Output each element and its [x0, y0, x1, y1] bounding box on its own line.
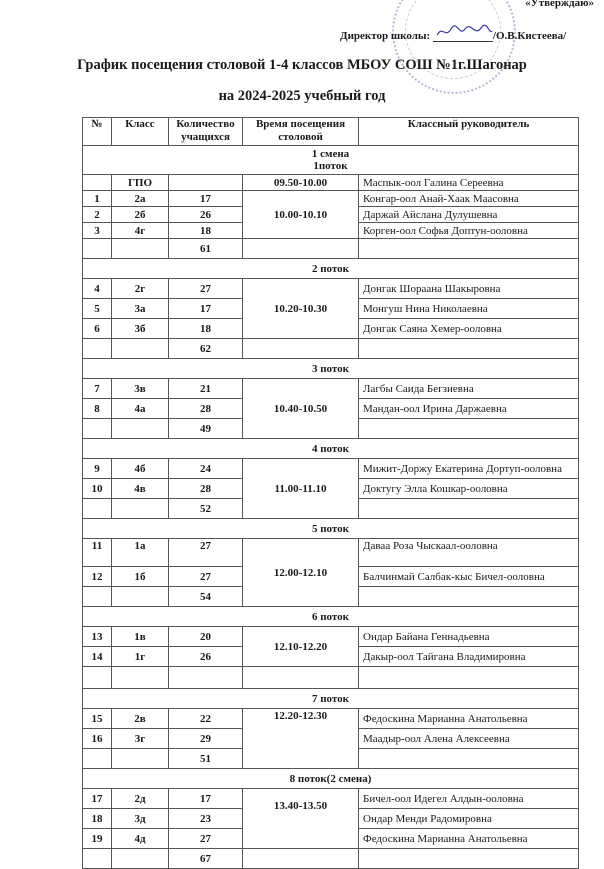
empty-cell	[359, 587, 579, 607]
empty-cell	[112, 419, 169, 439]
group-total: 62	[169, 339, 243, 359]
empty-cell	[112, 499, 169, 519]
row-time: 12.20-12.30	[243, 709, 359, 769]
section-row	[83, 769, 579, 789]
group-total: 49	[169, 419, 243, 439]
row-class: 3в	[112, 379, 169, 399]
row-number: 3	[83, 223, 112, 239]
row-class: 2г	[112, 279, 169, 299]
row-number: 15	[83, 709, 112, 729]
row-time: 12.00-12.10	[243, 539, 359, 607]
header-number: №	[83, 118, 112, 146]
row-count: 17	[169, 789, 243, 809]
row-number: 11	[83, 539, 112, 567]
approval-label: «Утверждаю»	[525, 0, 594, 9]
row-class: 1в	[112, 627, 169, 647]
group-total: 54	[169, 587, 243, 607]
section-title: 7 поток	[83, 689, 579, 709]
section-title	[83, 146, 579, 175]
section-row	[83, 359, 579, 379]
row-count: 29	[169, 729, 243, 749]
header-count: Количество учащихся	[169, 118, 243, 146]
section-row	[83, 607, 579, 627]
shift-label: 1 смена	[311, 148, 350, 160]
row-teacher: Ондар Менди Радомировна	[359, 809, 579, 829]
row-count: 22	[169, 709, 243, 729]
group-total: 61	[169, 239, 243, 259]
row-count: 18	[169, 319, 243, 339]
signature-icon	[435, 23, 493, 41]
row-count: 28	[169, 479, 243, 499]
table-row	[83, 789, 579, 809]
row-class: 3а	[112, 299, 169, 319]
row-teacher: Донгак Саяна Хемер-ооловна	[359, 319, 579, 339]
row-time: 10.40-10.50	[243, 379, 359, 439]
row-teacher: Маспык-оол Галина Сереевна	[359, 175, 579, 191]
row-number: 1	[83, 191, 112, 207]
row-teacher: Конгар-оол Анай-Хаак Маасовна	[359, 191, 579, 207]
row-class: 2д	[112, 789, 169, 809]
empty-cell	[359, 749, 579, 769]
row-count: 27	[169, 539, 243, 567]
stream-label: 1поток	[313, 160, 348, 172]
document-title: График посещения столовой 1-4 классов МБОУ СОШ №1г.Шагонар	[77, 57, 527, 73]
row-count: 21	[169, 379, 243, 399]
empty-cell	[359, 419, 579, 439]
row-teacher: Ондар Байана Геннадьевна	[359, 627, 579, 647]
empty-cell	[83, 667, 112, 689]
row-class: 4д	[112, 829, 169, 849]
table-row	[83, 279, 579, 299]
total-row	[83, 667, 579, 689]
row-teacher: Доктугу Элла Кошкар-ооловна	[359, 479, 579, 499]
row-teacher: Федоскина Марианна Анатольевна	[359, 829, 579, 849]
empty-cell	[243, 849, 359, 869]
row-number: 5	[83, 299, 112, 319]
row-class: 3б	[112, 319, 169, 339]
table-row	[83, 175, 579, 191]
section-title: 2 поток	[83, 259, 579, 279]
empty-cell	[83, 419, 112, 439]
director-signature-line	[340, 29, 566, 42]
row-number: 12	[83, 567, 112, 587]
row-number: 2	[83, 207, 112, 223]
section-row	[83, 259, 579, 279]
row-number: 6	[83, 319, 112, 339]
row-number: 18	[83, 809, 112, 829]
row-time: 11.00-11.10	[243, 459, 359, 519]
row-teacher: Лагбы Саида Бегзиевна	[359, 379, 579, 399]
row-time: 12.10-12.20	[243, 627, 359, 667]
row-class: 4г	[112, 223, 169, 239]
row-count	[169, 175, 243, 191]
row-class: 2а	[112, 191, 169, 207]
empty-cell	[112, 587, 169, 607]
empty-cell	[83, 499, 112, 519]
header-time: Время посещения столовой	[243, 118, 359, 146]
empty-cell	[243, 667, 359, 689]
director-label: Директор школы:	[340, 30, 431, 42]
total-row	[83, 239, 579, 259]
empty-cell	[359, 849, 579, 869]
row-number: 9	[83, 459, 112, 479]
row-teacher: Монгуш Нина Николаевна	[359, 299, 579, 319]
header-class: Класс	[112, 118, 169, 146]
table-row	[83, 539, 579, 567]
signature	[433, 29, 493, 42]
empty-cell	[359, 239, 579, 259]
total-row	[83, 849, 579, 869]
row-number: 17	[83, 789, 112, 809]
row-teacher: Мижит-Доржу Екатерина Дортуп-ооловна	[359, 459, 579, 479]
row-teacher: Мандан-оол Ирина Даржаевна	[359, 399, 579, 419]
row-class: 1б	[112, 567, 169, 587]
row-number: 4	[83, 279, 112, 299]
row-number: 14	[83, 647, 112, 667]
table-row	[83, 379, 579, 399]
row-class: 2б	[112, 207, 169, 223]
row-teacher: Балчинмай Салбак-кыс Бичел-ооловна	[359, 567, 579, 587]
table-row	[83, 709, 579, 729]
row-time: 10.00-10.10	[243, 191, 359, 239]
empty-cell	[83, 749, 112, 769]
empty-cell	[83, 849, 112, 869]
empty-cell	[243, 339, 359, 359]
canteen-schedule-table	[82, 117, 579, 869]
table-row	[83, 627, 579, 647]
row-number	[83, 175, 112, 191]
row-class: 3г	[112, 729, 169, 749]
row-teacher: Даваа Роза Чыскаал-ооловна	[359, 539, 579, 567]
empty-cell	[359, 499, 579, 519]
row-number: 19	[83, 829, 112, 849]
row-count: 17	[169, 299, 243, 319]
table-header-row	[83, 118, 579, 146]
empty-cell	[359, 667, 579, 689]
row-count: 28	[169, 399, 243, 419]
row-teacher: Корген-оол Софья Доптун-ооловна	[359, 223, 579, 239]
section-title: 5 поток	[83, 519, 579, 539]
row-count: 18	[169, 223, 243, 239]
header-teacher: Классный руководитель	[359, 118, 579, 146]
empty-cell	[112, 339, 169, 359]
empty-cell	[112, 749, 169, 769]
director-name: /О.В.Кистеева/	[492, 30, 567, 42]
section-title: 8 поток(2 смена)	[83, 769, 579, 789]
section-title: 3 поток	[83, 359, 579, 379]
row-count: 26	[169, 647, 243, 667]
empty-cell	[83, 339, 112, 359]
empty-cell	[83, 587, 112, 607]
row-time: 13.40-13.50	[243, 789, 359, 849]
section-row	[83, 519, 579, 539]
row-count: 17	[169, 191, 243, 207]
row-count: 27	[169, 829, 243, 849]
section-title: 6 поток	[83, 607, 579, 627]
row-count: 27	[169, 279, 243, 299]
group-total	[169, 667, 243, 689]
row-class: 1а	[112, 539, 169, 567]
section-title: 4 поток	[83, 439, 579, 459]
section-row	[83, 689, 579, 709]
empty-cell	[243, 239, 359, 259]
row-class: 4б	[112, 459, 169, 479]
row-class: ГПО	[112, 175, 169, 191]
row-teacher: Бичел-оол Идегел Алдын-ооловна	[359, 789, 579, 809]
table-row	[83, 459, 579, 479]
row-number: 10	[83, 479, 112, 499]
section-row	[83, 439, 579, 459]
row-count: 24	[169, 459, 243, 479]
row-teacher: Дакыр-оол Тайгана Владимировна	[359, 647, 579, 667]
row-number: 13	[83, 627, 112, 647]
row-time: 10.20-10.30	[243, 279, 359, 339]
row-teacher: Федоскина Марианна Анатольевна	[359, 709, 579, 729]
group-total: 67	[169, 849, 243, 869]
row-number: 16	[83, 729, 112, 749]
empty-cell	[112, 239, 169, 259]
row-class: 3д	[112, 809, 169, 829]
row-class: 2в	[112, 709, 169, 729]
document-subtitle: на 2024-2025 учебный год	[218, 88, 386, 104]
row-teacher: Маадыр-оол Алена Алексеевна	[359, 729, 579, 749]
row-teacher: Даржай Айслана Дулушевна	[359, 207, 579, 223]
row-time: 09.50-10.00	[243, 175, 359, 191]
row-count: 27	[169, 567, 243, 587]
empty-cell	[83, 239, 112, 259]
empty-cell	[112, 849, 169, 869]
row-number: 8	[83, 399, 112, 419]
table-row	[83, 191, 579, 207]
empty-cell	[112, 667, 169, 689]
row-teacher: Донгак Шораана Шакыровна	[359, 279, 579, 299]
row-count: 23	[169, 809, 243, 829]
total-row	[83, 339, 579, 359]
row-count: 26	[169, 207, 243, 223]
row-class: 1г	[112, 647, 169, 667]
row-number: 7	[83, 379, 112, 399]
group-total: 52	[169, 499, 243, 519]
empty-cell	[359, 339, 579, 359]
row-class: 4в	[112, 479, 169, 499]
row-class: 4а	[112, 399, 169, 419]
section-row	[83, 146, 579, 175]
group-total: 51	[169, 749, 243, 769]
row-count: 20	[169, 627, 243, 647]
